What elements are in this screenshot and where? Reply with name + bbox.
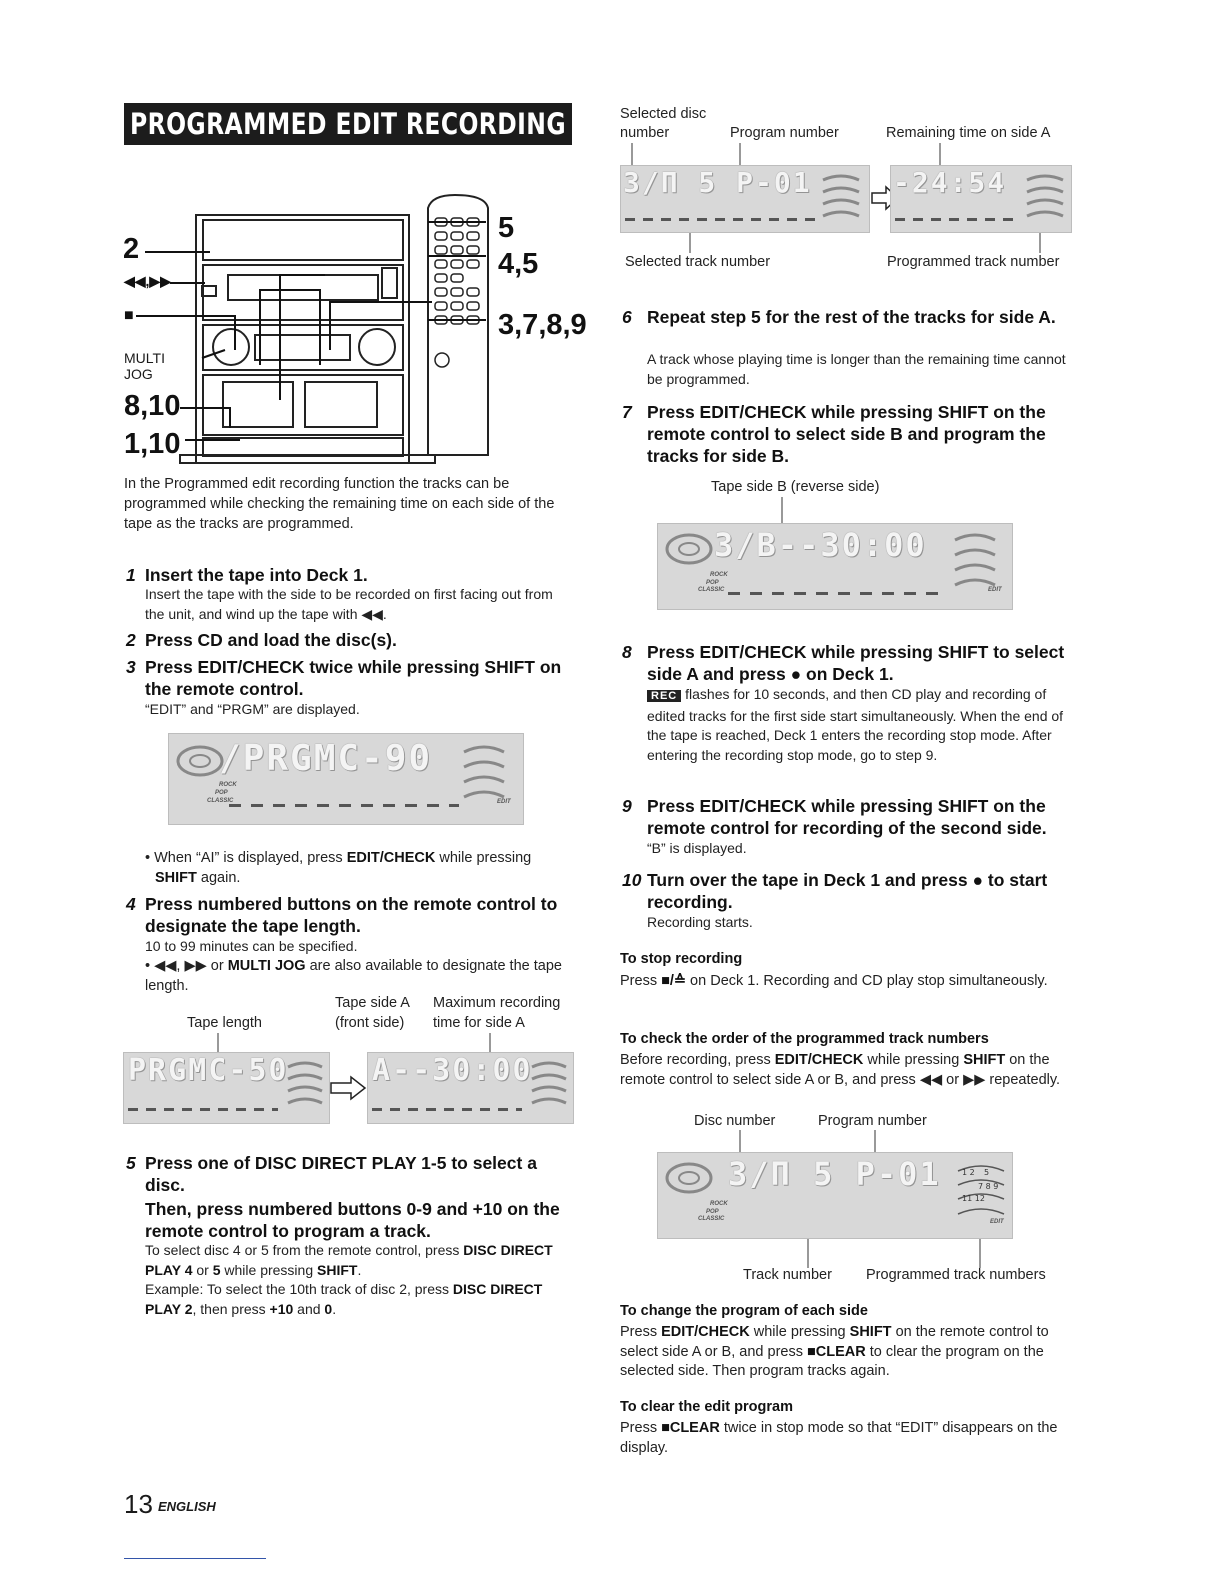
step-9	[622, 795, 1072, 839]
step-4-body: 10 to 99 minutes can be specified.	[145, 938, 358, 954]
cassette-icon	[284, 1057, 326, 1107]
step-number: 8	[622, 642, 632, 662]
step-8	[622, 641, 1072, 685]
lcd-program-display	[620, 165, 870, 233]
step-heading: Press CD and load the disc(s).	[145, 630, 397, 650]
lcd-label-pop: POP	[215, 790, 228, 796]
callout-jog: JOG	[124, 366, 153, 382]
step-number: 3	[126, 657, 136, 677]
step-1-body: Insert the tape with the side to be recorded on first facing out from the unit, and wind up the tape with ◀◀.	[145, 586, 553, 622]
lcd-prgm-display	[168, 733, 524, 825]
callout-multi: MULTI	[124, 350, 165, 366]
lcd-label-edit: EDIT	[990, 1219, 1004, 1225]
callout-5: 5	[498, 212, 515, 244]
lcd-label-classic: CLASSIC	[698, 1216, 725, 1222]
callout-stop: ■	[124, 307, 134, 324]
step-heading: Repeat step 5 for the rest of the tracks for side A.	[647, 307, 1056, 327]
step-10	[622, 869, 1072, 913]
page-title: PROGRAMMED EDIT RECORDING	[124, 103, 572, 145]
disc-icon	[175, 744, 225, 779]
label-selected-track: Selected track number	[625, 254, 771, 270]
section-clear-body: Press ■CLEAR twice in stop mode so that “EDIT” disappears on the display.	[620, 1420, 1058, 1456]
step-heading: Insert the tape into Deck 1.	[145, 565, 368, 585]
label-programmed-track-numbers: Programmed track numbers	[866, 1267, 1046, 1283]
label-program-number-2: Program number	[818, 1113, 927, 1129]
footer-rule	[124, 1558, 266, 1559]
lcd-segments: 3/B--30:00	[714, 526, 927, 564]
svg-text:1 2: 1 2	[962, 1168, 975, 1177]
cassette-icon	[528, 1057, 570, 1107]
step-heading: Press one of DISC DIRECT PLAY 1-5 to select a disc.	[145, 1153, 537, 1195]
lcd-side-a-max	[367, 1052, 574, 1124]
intro-paragraph: In the Programmed edit recording function the tracks can be programmed while checking the remaining time on each side of the tape as the tracks are programmed.	[124, 476, 555, 532]
step-8-body: REC flashes for 10 seconds, and then CD play and recording of edited tracks for the first side start simultaneously. When the end of the tape is reached, Deck 1 enters the recording stop mode. After entering the recording stop mode, go to step 9.	[647, 686, 1064, 763]
step-10-body: Recording starts.	[647, 914, 753, 930]
section-check-title: To check the order of the programmed track numbers	[620, 1031, 989, 1047]
label-max-rec-1: Maximum recording	[433, 995, 561, 1011]
cassette-icon	[1023, 170, 1068, 218]
rec-indicator: REC	[647, 690, 681, 702]
step-6	[622, 306, 1072, 328]
callout-search: ◀◀,▶▶	[124, 273, 171, 289]
label-disc-number-2: Disc number	[694, 1113, 776, 1129]
step-5-body: To select disc 4 or 5 from the remote control, press DISC DIRECT PLAY 4 or 5 while pressing SHIFT. Example: To select the 10th track of disc 2, press DISC DIRECT PLAY 2, then press +10 and 0.	[145, 1242, 553, 1317]
section-change-title: To change the program of each side	[620, 1303, 868, 1319]
step-1	[126, 564, 576, 586]
step-heading: Press numbered buttons on the remote control to designate the tape length.	[145, 894, 558, 936]
step-number: 2	[126, 630, 136, 650]
lcd-label-classic: CLASSIC	[207, 798, 234, 804]
disc-icon	[664, 532, 714, 567]
step-number: 9	[622, 796, 632, 816]
lcd-label-classic: CLASSIC	[698, 587, 725, 593]
step-number: 6	[622, 307, 632, 327]
label-tape-side-a: Tape side A	[335, 995, 410, 1011]
step-number: 5	[126, 1153, 136, 1173]
lcd-segments: 3/Π 5 P-01	[623, 166, 812, 199]
section-clear-title: To clear the edit program	[620, 1399, 793, 1415]
step-2	[126, 629, 576, 651]
step-heading: Press EDIT/CHECK while pressing SHIFT on the remote control to select side B and program the tracks for side B.	[647, 402, 1046, 466]
step-7	[622, 401, 1072, 467]
label-max-rec-2: time for side A	[433, 1015, 525, 1031]
section-check-body: Before recording, press EDIT/CHECK while pressing SHIFT on the remote control to select side A or B, and press ◀◀ or ▶▶ repeatedly.	[620, 1052, 1061, 1088]
lcd-segments: A--30:00	[372, 1053, 533, 1088]
lcd-segments: 3/Π 5 P-01	[728, 1155, 941, 1193]
section-stop-title: To stop recording	[620, 951, 743, 967]
callout-3-7-8-9: 3,7,8,9	[498, 309, 587, 341]
step-number: 4	[126, 894, 136, 914]
lcd-label-edit: EDIT	[988, 587, 1002, 593]
label-track-number: Track number	[743, 1267, 832, 1283]
svg-text:7 8 9: 7 8 9	[978, 1182, 999, 1191]
page-number: 13	[124, 1489, 153, 1519]
disc-icon	[664, 1161, 714, 1196]
lcd-tape-length	[123, 1052, 330, 1124]
cassette-icon	[459, 742, 509, 802]
step-4-note: • ◀◀, ▶▶ or MULTI JOG are also available to designate the tape length.	[145, 958, 562, 994]
step-3-body: “EDIT” and “PRGM” are displayed.	[145, 701, 360, 717]
step-3	[126, 656, 576, 700]
callout-4-5: 4,5	[498, 248, 539, 280]
svg-text:5: 5	[984, 1168, 990, 1177]
lcd-segments: PRGMC-50	[128, 1053, 289, 1088]
lcd-label-pop: POP	[706, 580, 719, 586]
step-number: 7	[622, 402, 632, 422]
lcd-check-display	[657, 1152, 1013, 1239]
lcd-label-edit: EDIT	[497, 799, 511, 805]
step-5	[126, 1152, 576, 1242]
lcd-side-b	[657, 523, 1013, 610]
lcd-remaining-time	[890, 165, 1072, 233]
label-program-number: Program number	[730, 125, 839, 141]
lcd-label-rock: ROCK	[710, 572, 728, 578]
callout-2: 2	[123, 233, 140, 265]
cassette-icon	[950, 530, 1000, 590]
callout-1-10: 1,10	[124, 428, 181, 460]
track-grid-icon	[954, 1159, 1008, 1224]
step-heading: Turn over the tape in Deck 1 and press ● to start recording.	[647, 870, 1048, 912]
step-6-body: A track whose playing time is longer than the remaining time cannot be programmed.	[647, 351, 1066, 387]
step-heading: Press EDIT/CHECK twice while pressing SHIFT on the remote control.	[145, 657, 562, 699]
step-number: 1	[126, 565, 136, 585]
section-change-body: Press EDIT/CHECK while pressing SHIFT on the remote control to select side A or B, and press ■CLEAR to clear the program on the selected side. Then program tracks again.	[620, 1324, 1049, 1379]
label-programmed-track: Programmed track number	[887, 254, 1060, 270]
footer-language: ENGLISH	[158, 1499, 216, 1514]
label-disc-number: number	[620, 125, 670, 141]
svg-text:11 12: 11 12	[962, 1194, 985, 1203]
lcd-segments: -24:54	[893, 166, 1007, 199]
step-heading: Press EDIT/CHECK while pressing SHIFT on the remote control for recording of the second side.	[647, 796, 1047, 838]
lcd-label-rock: ROCK	[219, 782, 237, 788]
arrow-right-icon	[329, 1075, 367, 1101]
label-tape-length: Tape length	[187, 1015, 262, 1031]
label-front-side: (front side)	[335, 1015, 405, 1031]
label-tape-side-b: Tape side B (reverse side)	[711, 479, 880, 495]
step-4	[126, 893, 576, 937]
step-3-note: • When “AI” is displayed, press EDIT/CHECK while pressing SHIFT again.	[145, 850, 532, 886]
callout-8-10: 8,10	[124, 390, 181, 422]
label-remaining-time: Remaining time on side A	[886, 125, 1051, 141]
section-stop-body: Press ■/≙ on Deck 1. Recording and CD play stop simultaneously.	[620, 973, 1048, 989]
lcd-label-pop: POP	[706, 1209, 719, 1215]
lcd-segments: /PRGMC-90	[219, 738, 433, 779]
step-heading: Press EDIT/CHECK while pressing SHIFT to select side A and press ● on Deck 1.	[647, 642, 1065, 684]
cassette-icon	[819, 170, 864, 218]
label-selected-disc: Selected disc	[620, 106, 707, 122]
step-number: 10	[622, 870, 642, 890]
step-9-body: “B” is displayed.	[647, 840, 747, 856]
step-heading-2: Then, press numbered buttons 0-9 and +10 on the remote control to program a track.	[145, 1199, 560, 1241]
lcd-label-rock: ROCK	[710, 1201, 728, 1207]
